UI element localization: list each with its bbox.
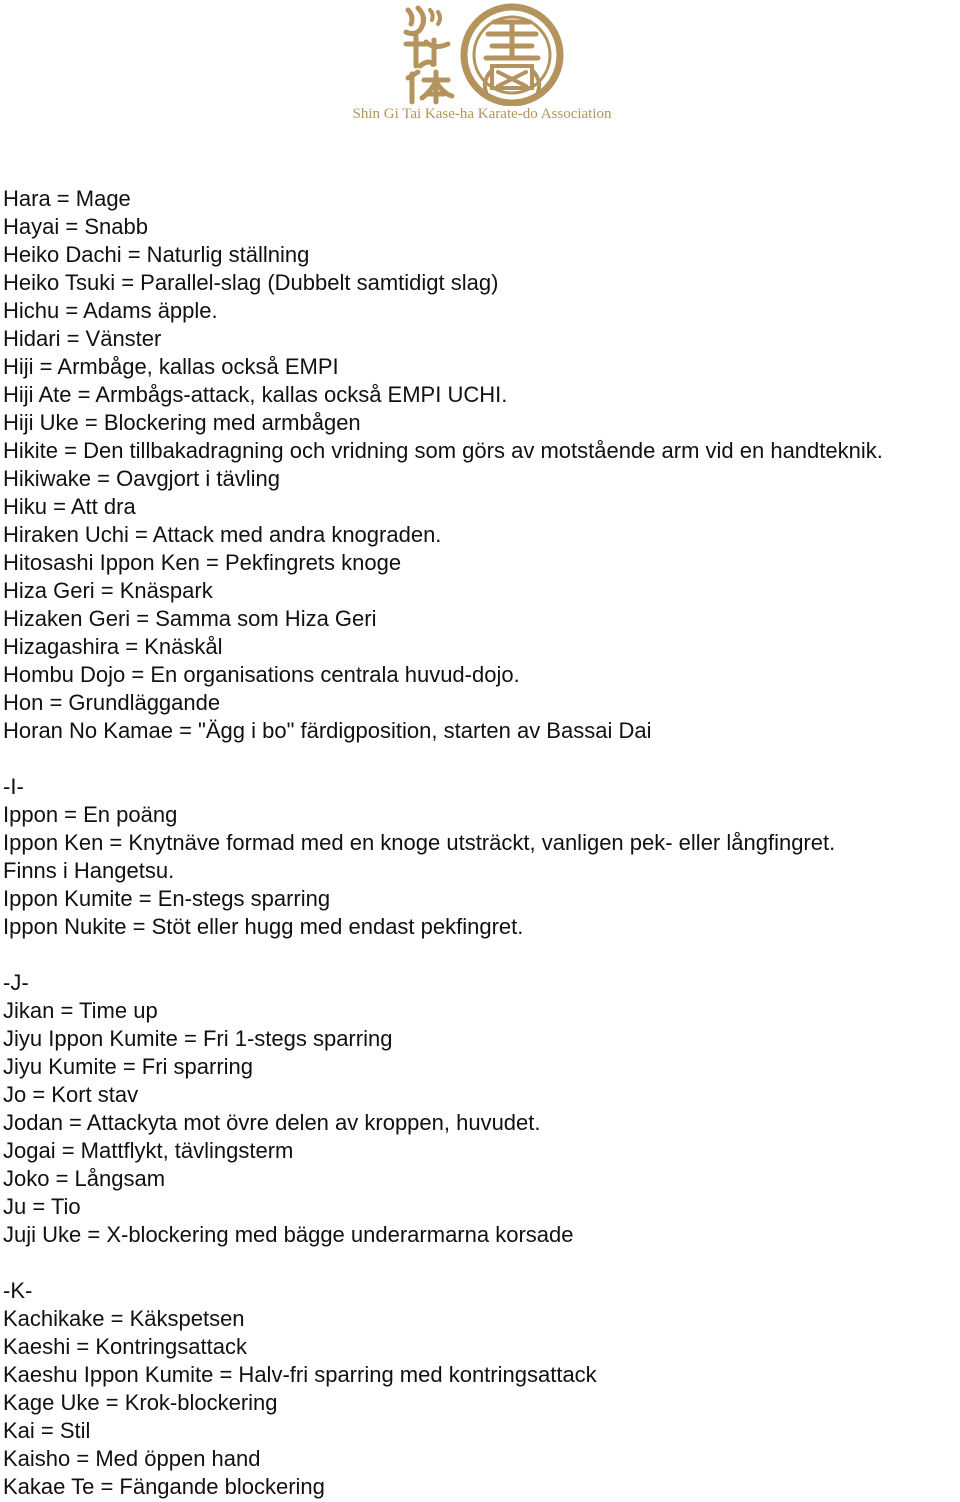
glossary-entry: Heiko Dachi = Naturlig ställning [3,242,310,267]
glossary-entry: Hara = Mage [3,186,131,211]
section-heading: -K- [3,1278,33,1303]
glossary-entry: Hizagashira = Knäskål [3,634,223,659]
glossary-entry: Hombu Dojo = En organisations centrala huvud-dojo. [3,662,520,687]
glossary-entry: Hiraken Uchi = Attack med andra knograden. [3,522,442,547]
glossary-entry: Hidari = Vänster [3,326,162,351]
glossary-entry: Hiza Geri = Knäspark [3,578,213,603]
glossary-entry: Hichu = Adams äpple. [3,298,218,323]
glossary-entry: Kaeshi = Kontringsattack [3,1334,247,1359]
glossary-entry: Hiku = Att dra [3,494,136,519]
glossary-entry: Hikiwake = Oavgjort i tävling [3,466,280,491]
glossary-entry: Ju = Tio [3,1194,81,1219]
glossary-entry: Hikite = Den tillbakadragning och vridning som görs av motstående arm vid en handteknik. [3,438,883,463]
glossary-entry: Kage Uke = Krok-blockering [3,1390,278,1415]
shin-gi-tai-emblem-icon [342,0,622,106]
section-spacer [3,1249,958,1277]
glossary-entry: Juji Uke = X-blockering med bägge underarmarna korsade [3,1222,574,1247]
glossary-entry: Hiji Ate = Armbågs-attack, kallas också EMPI UCHI. [3,382,508,407]
glossary-entry: Hiji Uke = Blockering med armbågen [3,410,361,435]
glossary-entry: Joko = Långsam [3,1166,166,1191]
glossary-entry: Jodan = Attackyta mot övre delen av kroppen, huvudet. [3,1110,541,1135]
glossary-entry: Kaisho = Med öppen hand [3,1446,261,1471]
glossary-entry: Ippon Nukite = Stöt eller hugg med endast pekfingret. [3,914,524,939]
glossary-entry: Kachikake = Käkspetsen [3,1306,245,1331]
glossary-entry: Jiyu Kumite = Fri sparring [3,1054,254,1079]
glossary-entry: Kaeshu Ippon Kumite = Halv-fri sparring med kontringsattack [3,1362,597,1387]
glossary-entry: Ippon Ken = Knytnäve formad med en knoge utsträckt, vanligen pek- eller långfingret. [3,830,836,855]
glossary-entry: Hizaken Geri = Samma som Hiza Geri [3,606,377,631]
section-heading: -J- [3,970,29,995]
association-logo [342,0,622,130]
glossary-entry: Horan No Kamae = "Ägg i bo" färdigposition, starten av Bassai Dai [3,718,652,743]
glossary-entry: Ippon Kumite = En-stegs sparring [3,886,331,911]
glossary-entry: Hitosashi Ippon Ken = Pekfingrets knoge [3,550,402,575]
section-spacer [3,745,958,773]
glossary-entry: Jikan = Time up [3,998,158,1023]
glossary-entry: Jogai = Mattflykt, tävlingsterm [3,1138,294,1163]
glossary-entry: Kai = Stil [3,1418,91,1443]
glossary-entry: Jo = Kort stav [3,1082,139,1107]
glossary-entry: Kakae Te = Fängande blockering [3,1474,325,1499]
section-heading: -I- [3,774,24,799]
glossary-list [3,185,958,1501]
association-name: Shin Gi Tai Kase-ha Karate-do Association [352,106,612,122]
glossary-entry: Jiyu Ippon Kumite = Fri 1-stegs sparring [3,1026,393,1051]
section-spacer [3,941,958,969]
glossary-entry: Heiko Tsuki = Parallel-slag (Dubbelt samtidigt slag) [3,270,499,295]
glossary-entry: Hon = Grundläggande [3,690,221,715]
glossary-entry: Hayai = Snabb [3,214,148,239]
glossary-entry: Ippon = En poäng [3,802,178,827]
glossary-entry: Finns i Hangetsu. [3,858,175,883]
glossary-entry: Hiji = Armbåge, kallas också EMPI [3,354,339,379]
